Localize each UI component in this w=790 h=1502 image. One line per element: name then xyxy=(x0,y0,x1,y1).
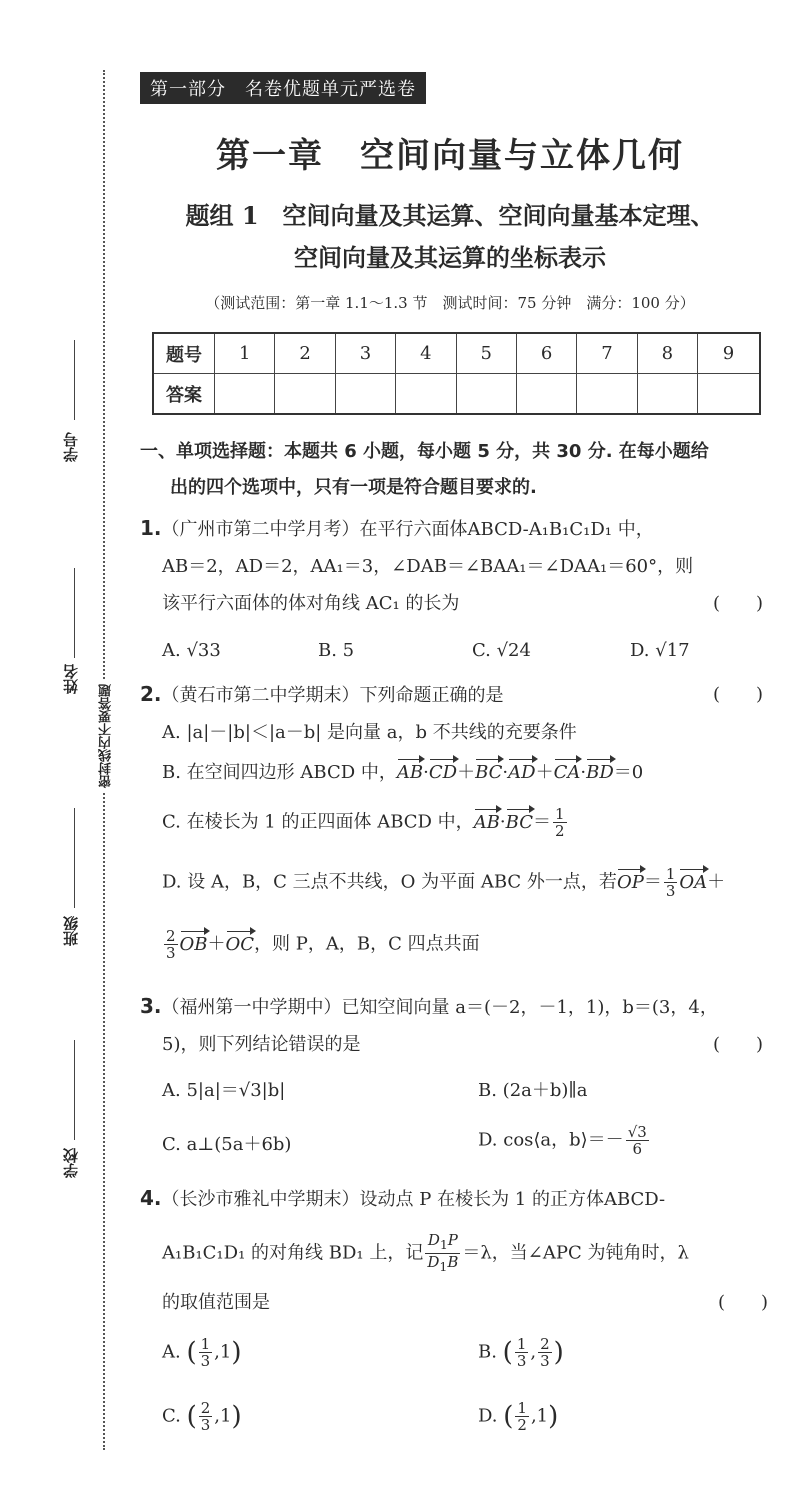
question-4-line2: A₁B₁C₁D₁ 的对角线 BD₁ 上，记 $\frac{D_1P}{D_1B}$ ＝λ，当∠APC 为钝角时，λ xyxy=(162,1231,689,1274)
answer-cell[interactable] xyxy=(456,374,516,415)
question-4-line3 xyxy=(162,1288,772,1314)
option-c: C. 在棱长为 1 的正四面体 ABCD 中，AB·BC＝ $\frac{1}{2}$ xyxy=(162,805,565,840)
question-text: （长沙市雅礼中学期末）设动点 P 在棱长为 1 的正方体ABCD- xyxy=(161,1189,666,1210)
question-number: 5 xyxy=(456,333,516,374)
row-header: 题号 xyxy=(153,333,215,374)
question-number: 2. xyxy=(140,682,162,706)
school-label: 学校 xyxy=(62,1148,80,1178)
option-d-text: D. 设 A，B，C 三点不共线，O 为平面 ABC 外一点，若 xyxy=(162,871,617,893)
question-number: 7 xyxy=(577,333,637,374)
option-b: B. 5 xyxy=(318,640,355,661)
subtitle-line1: 题组 1 空间向量及其运算、空间向量基本定理、 xyxy=(185,201,715,230)
question-number: 2 xyxy=(275,333,335,374)
question-source: （广州市第二中学月考） xyxy=(161,519,360,540)
option-c: C. ( $\frac{2}{3}$ ,1) xyxy=(162,1399,242,1434)
option-d: D. ( $\frac{1}{2}$ ,1) xyxy=(478,1399,559,1434)
question-number: 8 xyxy=(637,333,697,374)
answer-paren: ( ) xyxy=(712,1034,763,1055)
question-text: （黄石市第二中学期末）下列命题正确的是 xyxy=(161,685,504,706)
option-d-continued: $\frac{2}{3}$ OB＋OC，则 P，A，B，C 四点共面 xyxy=(166,927,480,962)
student-no-label: 学号 xyxy=(62,432,80,462)
chapter-title: 第一章 空间向量与立体几何 xyxy=(216,136,684,176)
question-1 xyxy=(140,510,775,622)
option-b: B. 在空间四边形 ABCD 中，AB·CD＋BC·AD＋CA·BD＝0 xyxy=(162,762,644,783)
school-line xyxy=(74,1040,75,1140)
option-c: C. √24 xyxy=(472,640,531,661)
option-b: B. (2a＋b)∥a xyxy=(478,1080,588,1101)
class-line xyxy=(74,808,75,908)
question-number: 3. xyxy=(140,994,162,1018)
row-header: 答案 xyxy=(153,374,215,415)
question-number: 6 xyxy=(516,333,576,374)
option-d-text: D. cos⟨a，b⟩＝－ xyxy=(478,1129,624,1151)
option-d-text: ，则 P，A，B，C 四点共面 xyxy=(254,933,480,955)
question-number: 9 xyxy=(698,333,761,374)
part-banner: 第一部分 名卷优题单元严选卷 xyxy=(140,72,426,104)
name-label: 姓名 xyxy=(62,664,80,694)
question-text: 在平行六面体ABCD-A₁B₁C₁D₁ 中， xyxy=(359,519,654,540)
section-line1: 一、单项选择题：本题共 6 小题，每小题 5 分，共 30 分. 在每小题给 xyxy=(140,441,709,462)
answer-row xyxy=(153,374,760,415)
option-c: C. a⊥(5a＋6b) xyxy=(162,1134,292,1155)
option-d: D. 设 A，B，C 三点不共线，O 为平面 ABC 外一点，若OP＝ $\frac{1}{3}$ OA＋ xyxy=(162,865,726,900)
question-text: （福州第一中学期中）已知空间向量 a＝(－2，－1，1)，b＝(3，4， xyxy=(161,997,718,1018)
question-4 xyxy=(140,1180,775,1218)
answer-cell[interactable] xyxy=(335,374,395,415)
question-text: 5)，则下列结论错误的是 xyxy=(162,1034,361,1055)
option-b-text: B. 在空间四边形 ABCD 中， xyxy=(162,762,397,783)
option-a: A. ( $\frac{1}{3}$ ,1) xyxy=(162,1335,242,1370)
option-d: D. cos⟨a，b⟩＝－ $\frac{√3}{6}$ xyxy=(478,1123,647,1158)
option-a: A. |a|－|b|＜|a－b| 是向量 a，b 不共线的充要条件 xyxy=(162,722,577,743)
option-c-text: C. 在棱长为 1 的正四面体 ABCD 中， xyxy=(162,811,474,833)
answer-paren: ( ) xyxy=(717,1292,768,1313)
section-heading xyxy=(140,434,780,506)
section-line2: 出的四个选项中，只有一项是符合题目要求的. xyxy=(170,477,537,498)
answer-cell[interactable] xyxy=(275,374,335,415)
question-number: 1 xyxy=(215,333,275,374)
answer-paren: ( ) xyxy=(712,684,763,705)
subtitle-line2: 空间向量及其运算的坐标表示 xyxy=(294,243,606,272)
question-text: ＝λ，当∠APC 为钝角时，λ xyxy=(462,1242,689,1264)
question-text: A₁B₁C₁D₁ 的对角线 BD₁ 上，记 xyxy=(162,1242,424,1264)
answer-cell[interactable] xyxy=(577,374,637,415)
question-number: 4 xyxy=(396,333,456,374)
name-line xyxy=(74,568,75,658)
option-a: A. √33 xyxy=(162,640,221,661)
answer-table xyxy=(152,332,761,415)
question-3 xyxy=(140,988,775,1063)
question-number: 3 xyxy=(335,333,395,374)
question-number: 1. xyxy=(140,516,162,540)
seal-note: 密封线内不要答题 xyxy=(97,680,116,792)
answer-paren: ( ) xyxy=(712,593,763,614)
question-number: 4. xyxy=(140,1186,162,1210)
option-d: D. √17 xyxy=(630,640,690,661)
answer-cell[interactable] xyxy=(396,374,456,415)
option-a: A. 5|a|＝√3|b| xyxy=(162,1080,286,1101)
test-meta: （测试范围：第一章 1.1～1.3 节 测试时间：75 分钟 满分：100 分） xyxy=(205,294,695,312)
answer-cell[interactable] xyxy=(637,374,697,415)
option-b: B. ( $\frac{1}{3}$ , $\frac{2}{3}$ ) xyxy=(478,1335,564,1370)
answer-cell[interactable] xyxy=(516,374,576,415)
student-no-line xyxy=(74,340,75,420)
question-number-row xyxy=(153,333,760,374)
question-text: 该平行六面体的体对角线 AC₁ 的长为 xyxy=(162,593,460,614)
question-text: 的取值范围是 xyxy=(162,1292,270,1313)
class-label: 班级 xyxy=(62,916,80,946)
question-text: AB＝2，AD＝2，AA₁＝3，∠DAB＝∠BAA₁＝∠DAA₁＝60°，则 xyxy=(162,556,694,577)
answer-cell[interactable] xyxy=(215,374,275,415)
question-2 xyxy=(140,676,775,714)
answer-cell[interactable] xyxy=(698,374,761,415)
